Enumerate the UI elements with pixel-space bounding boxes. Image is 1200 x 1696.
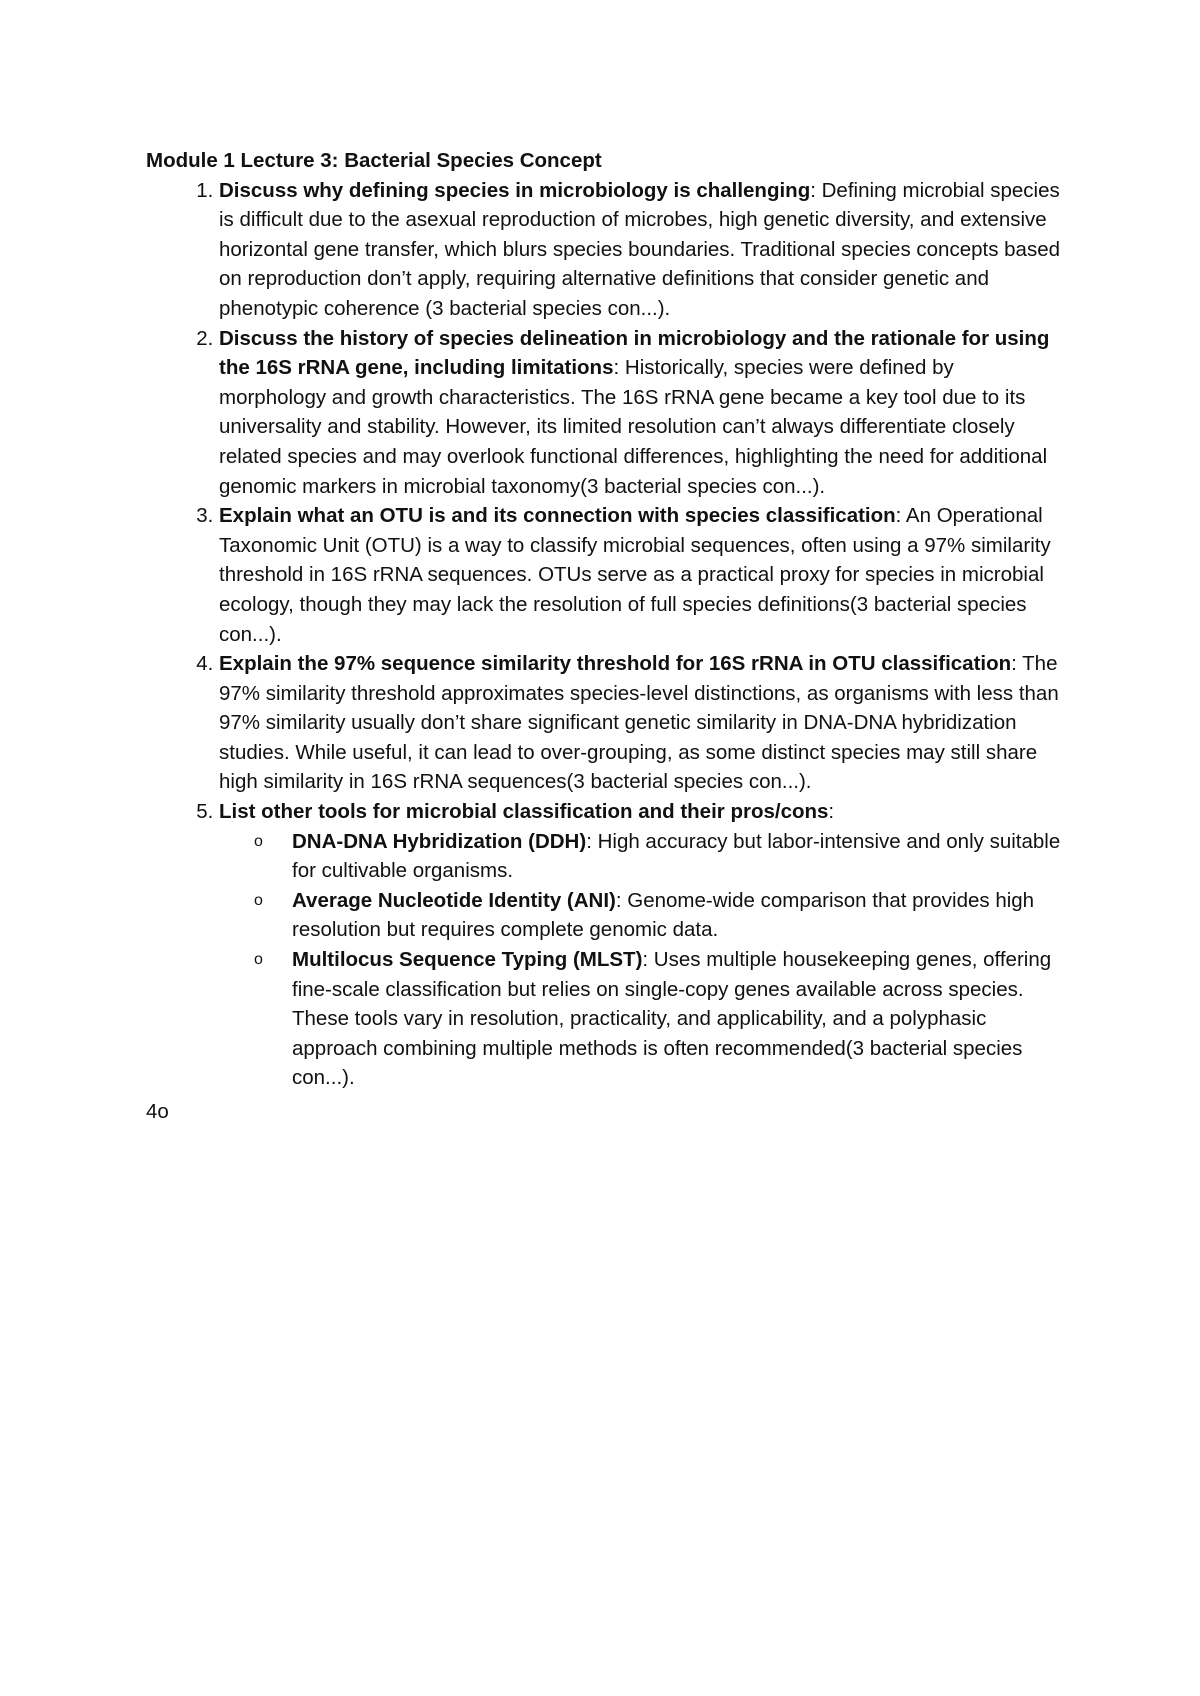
question-item [219,797,1066,1093]
tool-name: Average Nucleotide Identity (ANI) [292,888,616,912]
question-item [219,324,1066,502]
tool-name: DNA-DNA Hybridization (DDH) [292,829,587,853]
question-title: Explain the 97% sequence similarity threshold for 16S rRNA in OTU classification [219,652,1012,676]
tool-item [254,945,1066,1093]
document-content [146,146,1066,1127]
question-title: Explain what an OTU is and its connection with species classification [219,504,896,528]
question-answer: : Historically, species were defined by morphology and growth characteristics. The 16S rRNA gene became a key tool due to its universality and stability. However, its limited resolution can’t always differentiate closely related species and may overlook functional differences, highlighting the need for additional genomic markers in microbial taxonomy(3 bacterial species con...). [219,356,1048,498]
tool-list [219,827,1066,1093]
question-title: Discuss the history of species delineation in microbiology and the rationale for using the 16S rRNA gene, including limitations [219,326,1050,380]
question-answer: : The 97% similarity threshold approximates species-level distinctions, as organisms with less than 97% similarity usually don’t share significant genetic similarity in DNA-DNA hybridization studies. While useful, it can lead to over-grouping, as some distinct species may still share high similarity in 16S rRNA sequences(3 bacterial species con...). [219,652,1059,794]
question-item [219,501,1066,649]
question-item [219,176,1066,324]
bullet-marker: o [254,951,263,969]
question-title: Discuss why defining species in microbiology is challenging [219,178,811,202]
question-answer: : An Operational Taxonomic Unit (OTU) is a way to classify microbial sequences, often using a 97% similarity threshold in 16S rRNA sequences. OTUs serve as a practical proxy for species in microbial ecology, though they may lack the resolution of full species definitions(3 bacterial species con...). [219,504,1051,646]
tool-description: : Genome-wide comparison that provides high resolution but requires complete genomic data. [292,888,1035,942]
question-list [146,176,1066,1093]
question-answer: : [828,800,835,824]
module-heading: Module 1 Lecture 3: Bacterial Species Concept [146,149,602,172]
page-tag: 4o [146,1100,169,1123]
tool-item [254,886,1066,945]
question-title: List other tools for microbial classification and their pros/cons [219,800,829,824]
bullet-marker: o [254,891,263,909]
tool-name: Multilocus Sequence Typing (MLST) [292,948,643,972]
tool-item [254,827,1066,886]
tool-description: : High accuracy but labor-intensive and only suitable for cultivable organisms. [292,829,1061,883]
bullet-marker: o [254,832,263,850]
question-item [219,649,1066,797]
question-answer: : Defining microbial species is difficult due to the asexual reproduction of microbes, high genetic diversity, and extensive horizontal gene transfer, which blurs species boundaries. Traditional species concepts based on reproduction don’t apply, requiring alternative definitions that consider genetic and phenotypic coherence (3 bacterial species con...). [219,178,1060,320]
tool-description: : Uses multiple housekeeping genes, offering fine-scale classification but relies on single-copy genes available across species. These tools vary in resolution, practicality, and applicability, and a polyphasic approach combining multiple methods is often recommended(3 bacterial species con...). [292,948,1052,1090]
